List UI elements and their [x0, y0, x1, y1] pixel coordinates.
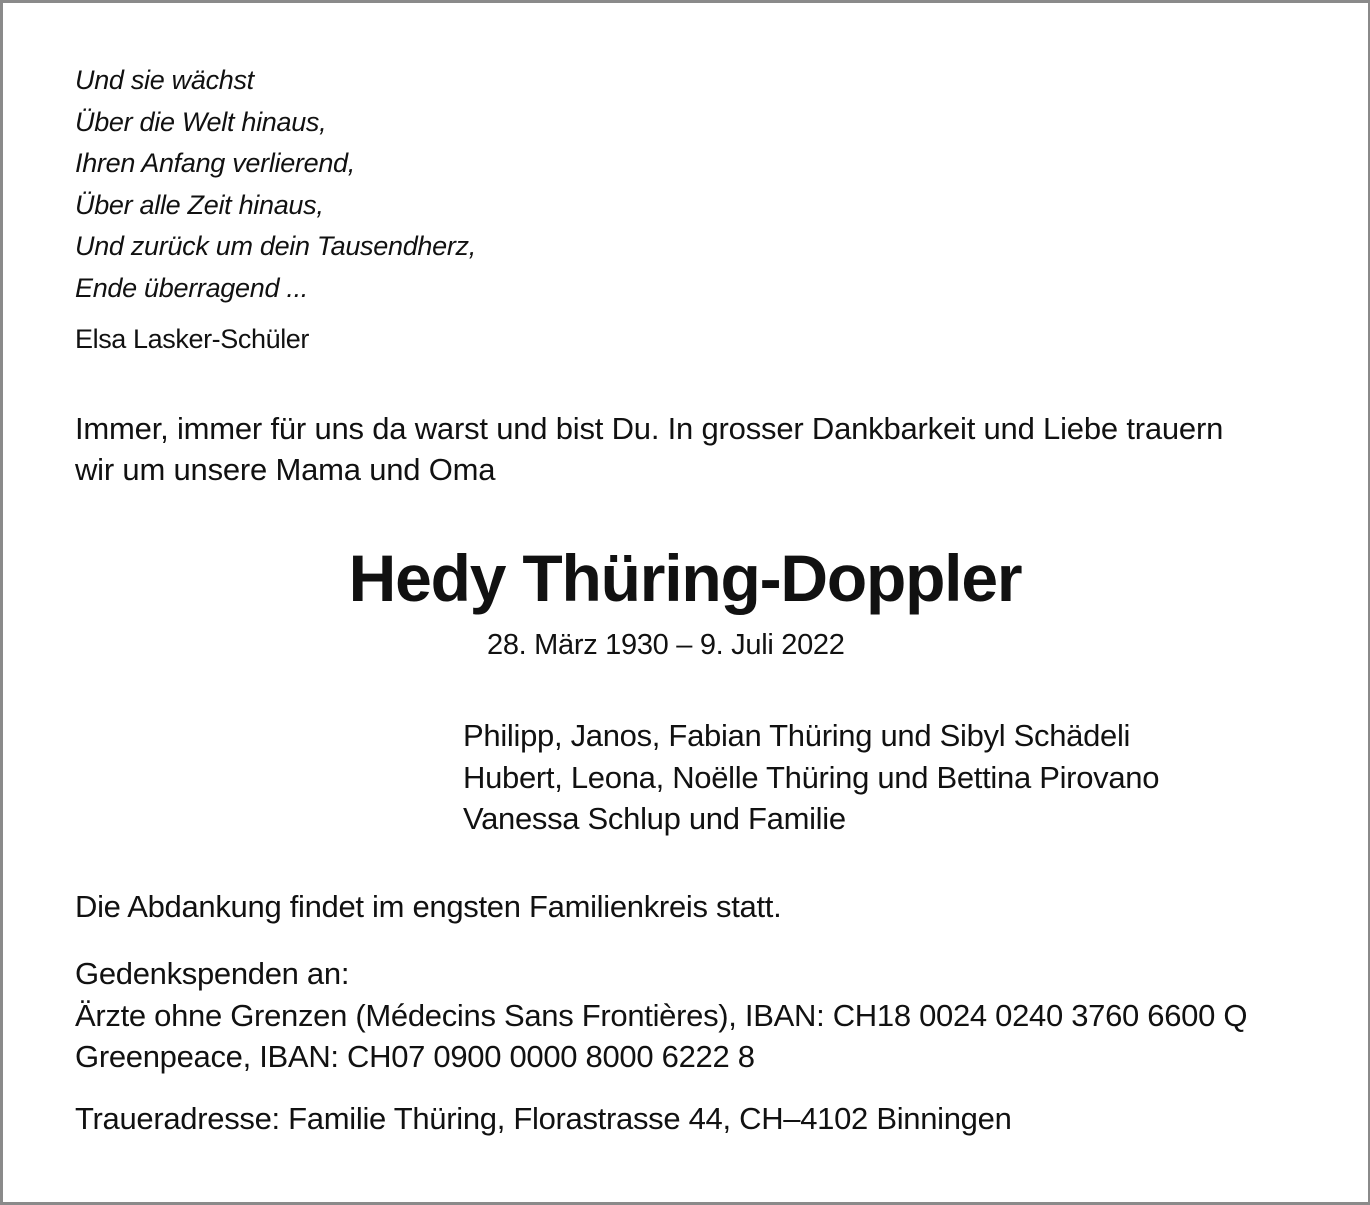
poem-line: Ihren Anfang verlierend, — [75, 148, 355, 179]
poem — [75, 60, 476, 310]
donation-entry: Greenpeace, IBAN: CH07 0900 0000 8000 6222 8 — [75, 1039, 755, 1074]
mourner-line: Hubert, Leona, Noëlle Thüring und Bettina Pirovano — [463, 759, 1160, 795]
mourners-list — [463, 715, 1159, 840]
poem-line: Über die Welt hinaus, — [75, 106, 327, 137]
intro-text — [75, 408, 1315, 490]
ceremony-note: Die Abdankung findet im engsten Familienkreis statt. — [75, 889, 782, 924]
donation-entry: Ärzte ohne Grenzen (Médecins Sans Frontières), IBAN: CH18 0024 0240 3760 6600 Q — [75, 997, 1248, 1033]
life-dates: 28. März 1930 – 9. Juli 2022 — [487, 629, 845, 661]
mourning-address: Traueradresse: Familie Thüring, Florastrasse 44, CH–4102 Binningen — [75, 1101, 1012, 1136]
poem-line: Ende überragend ... — [75, 272, 308, 303]
deceased-name: Hedy Thüring-Doppler — [348, 541, 1022, 615]
donations-section — [75, 953, 1247, 1078]
poem-author: Elsa Lasker-Schüler — [75, 324, 310, 354]
poem-line: Und zurück um dein Tausendherz, — [75, 231, 476, 262]
intro-line: Immer, immer für uns da warst und bist Du. In grosser Dankbarkeit und Liebe trauern — [75, 411, 1224, 446]
mourner-line: Vanessa Schlup und Familie — [463, 801, 846, 836]
mourner-line: Philipp, Janos, Fabian Thüring und Sibyl Schädeli — [463, 718, 1131, 753]
intro-line: wir um unsere Mama und Oma — [75, 452, 496, 487]
poem-line: Und sie wächst — [75, 65, 254, 95]
poem-line: Über alle Zeit hinaus, — [75, 189, 324, 220]
donations-heading: Gedenkspenden an: — [75, 956, 350, 991]
